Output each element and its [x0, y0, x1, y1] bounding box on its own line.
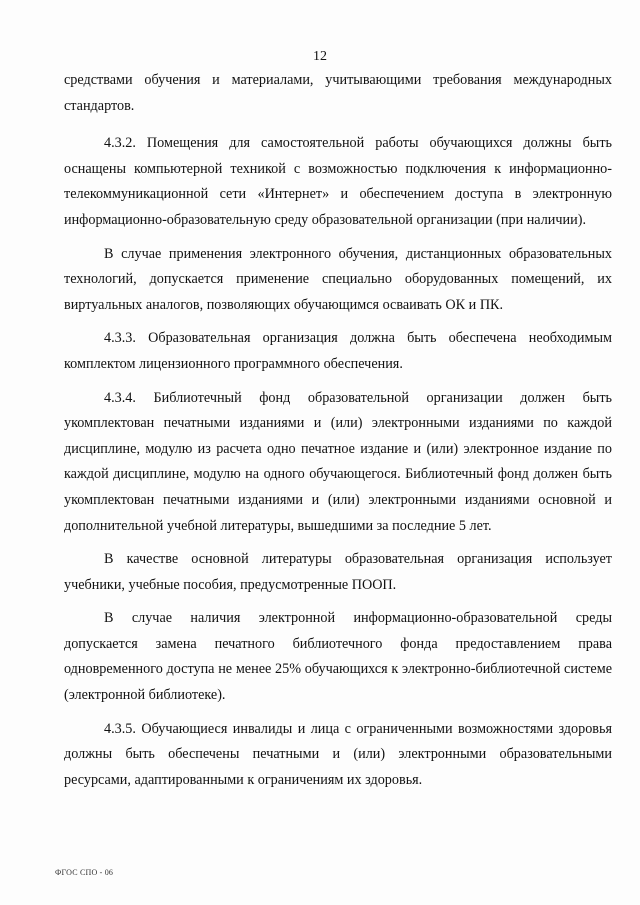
paragraph-e-learning: В случае применения электронного обучения, дистанционных образовательных технологий, допускается применение специально оборудованных помещений, их виртуальных аналогов, позволяющих обучающимся осваивать ОК и ПК. — [64, 245, 612, 313]
page-number: 12 — [313, 49, 327, 64]
footer-code: ФГОС СПО - 06 — [55, 868, 114, 877]
paragraph-4-3-2: 4.3.2. Помещения для самостоятельной работы обучающихся должны быть оснащены компьютерной техникой с возможностью подключения к информационно-телекоммуникационной сети «Интернет» и обеспечением доступа в электронную информационно-образовательную среду образовательной организации (при наличии). — [64, 135, 612, 228]
paragraph-continuation: средствами обучения и материалами, учитывающими требования международных стандартов. — [64, 72, 612, 114]
paragraph-4-3-3: 4.3.3. Образовательная организация должна быть обеспечена необходимым комплектом лицензионного программного обеспечения. — [64, 330, 612, 372]
document-body — [64, 68, 612, 801]
paragraph-main-literature: В качестве основной литературы образовательная организация использует учебники, учебные пособия, предусмотренные ПООП. — [64, 551, 612, 593]
paragraph-electronic-library: В случае наличия электронной информационно-образовательной среды допускается замена печатного библиотечного фонда предоставлением права одновременного доступа не менее 25% обучающихся к электронно-библиотечной системе (электронной библиотеке). — [64, 610, 612, 704]
paragraph-4-3-4: 4.3.4. Библиотечный фонд образовательной организации должен быть укомплектован печатными изданиями и (или) электронными изданиями по каждой дисциплине, модулю из расчета одно печатное издание и (или) электронное издание по каждой дисциплине, модулю на одного обучающегося. Библиотечный фонд должен быть укомплектован печатными изданиями и (или) электронными изданиями основной и дополнительной учебной литературы, вышедшими за последние 5 лет. — [64, 389, 612, 534]
paragraph-4-3-5: 4.3.5. Обучающиеся инвалиды и лица с ограниченными возможностями здоровья должны быть обеспечены печатными и (или) электронными образовательными ресурсами, адаптированными к ограничениям их здоровья. — [64, 720, 612, 788]
